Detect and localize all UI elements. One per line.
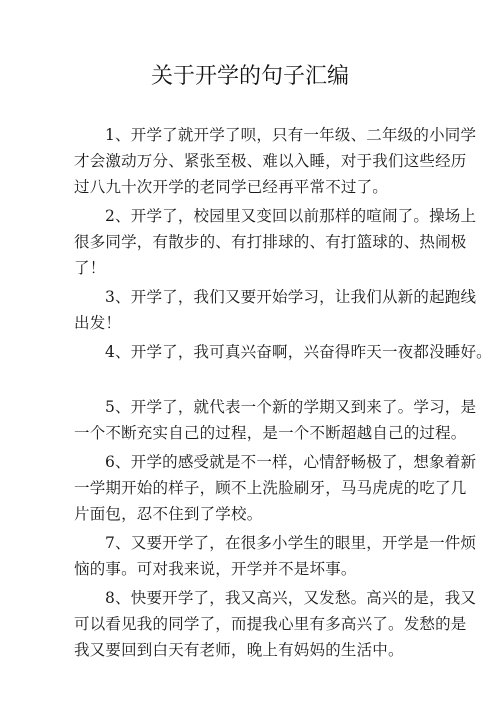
paragraph-line: 出发！ [74, 314, 122, 332]
paragraph-5 [74, 394, 477, 446]
paragraph-4 [74, 339, 492, 365]
paragraph-gap [74, 365, 426, 391]
paragraph-line: 片面包，忍不住到了学校。 [74, 505, 263, 523]
paragraph-1 [74, 122, 477, 200]
paragraph-line: 恼的事。可对我来说，开学并不是坏事。 [74, 560, 357, 578]
paragraph-line: 2、开学了，校园里又变回以前那样的喧闹了。操场上 [105, 207, 477, 225]
paragraph-line: 很多同学，有散步的、有打排球的、有打篮球的、热闹极 [74, 233, 467, 251]
document-body [74, 122, 492, 663]
paragraph-line: 过八九十次开学的老同学已经再平常不过了。 [74, 178, 389, 196]
paragraph-line: 了！ [74, 259, 106, 277]
paragraph-7 [74, 530, 477, 582]
paragraph-line: 4、开学了，我可真兴奋啊，兴奋得昨天一夜都没睡好。 [105, 343, 492, 361]
paragraph-6 [74, 449, 477, 527]
paragraph-8 [74, 585, 477, 663]
paragraph-line: 才会激动万分、紧张至极、难以入睡，对于我们这些经历 [74, 152, 467, 170]
paragraph-line: 8、快要开学了，我又高兴，又发愁。高兴的是，我又 [105, 589, 477, 607]
paragraph-2 [74, 203, 477, 281]
paragraph-line: 一学期开始的样子，顾不上洗脸刷牙，马马虎虎的吃了几 [74, 479, 467, 497]
paragraph-line: 我又要回到白天有老师，晚上有妈妈的生活中。 [74, 641, 404, 659]
paragraph-3 [74, 284, 477, 336]
paragraph-line: 7、又要开学了，在很多小学生的眼里，开学是一件烦 [105, 534, 477, 552]
paragraph-line: 一个不断充实自己的过程，是一个不断超越自己的过程。 [74, 424, 467, 442]
paragraph-line: 1、开学了就开学了呗，只有一年级、二年级的小同学 [105, 126, 477, 144]
document-title: 关于开学的句子汇编 [150, 64, 349, 89]
paragraph-line: 可以看见我的同学了，而提我心里有多高兴了。发愁的是 [74, 615, 467, 633]
paragraph-line: 3、开学了，我们又要开始学习，让我们从新的起跑线 [105, 288, 477, 306]
paragraph-line: 5、开学了，就代表一个新的学期又到来了。学习，是 [105, 398, 477, 416]
paragraph-line: 6、开学的感受就是不一样，心情舒畅极了，想象着新 [105, 453, 477, 471]
